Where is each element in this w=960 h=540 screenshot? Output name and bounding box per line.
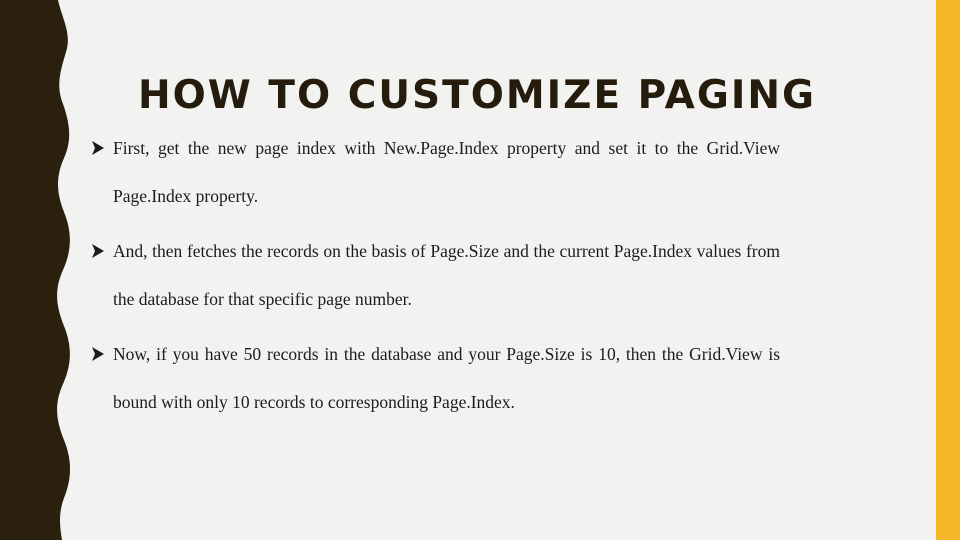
arrow-bullet-icon [90,330,108,378]
bullet-text: And, then fetches the records on the basis of Page.Size and the current Page.Index values from the database for that specific page number. [113,241,780,309]
wavy-left-border [0,0,80,540]
bullet-text: Now, if you have 50 records in the database and your Page.Size is 10, then the Grid.View is bound with only 10 records to corresponding Page.Index. [113,344,780,412]
arrow-bullet-icon [90,124,108,172]
slide-title: HOW TO CUSTOMIZE PAGING [138,73,817,118]
right-accent-bar [936,0,960,540]
bullet-item [90,330,780,426]
bullet-text: First, get the new page index with New.Page.Index property and set it to the Grid.View Page.Index property. [113,138,780,206]
bullet-list [90,124,780,433]
bullet-item [90,227,780,323]
bullet-item [90,124,780,220]
arrow-bullet-icon [90,227,108,275]
